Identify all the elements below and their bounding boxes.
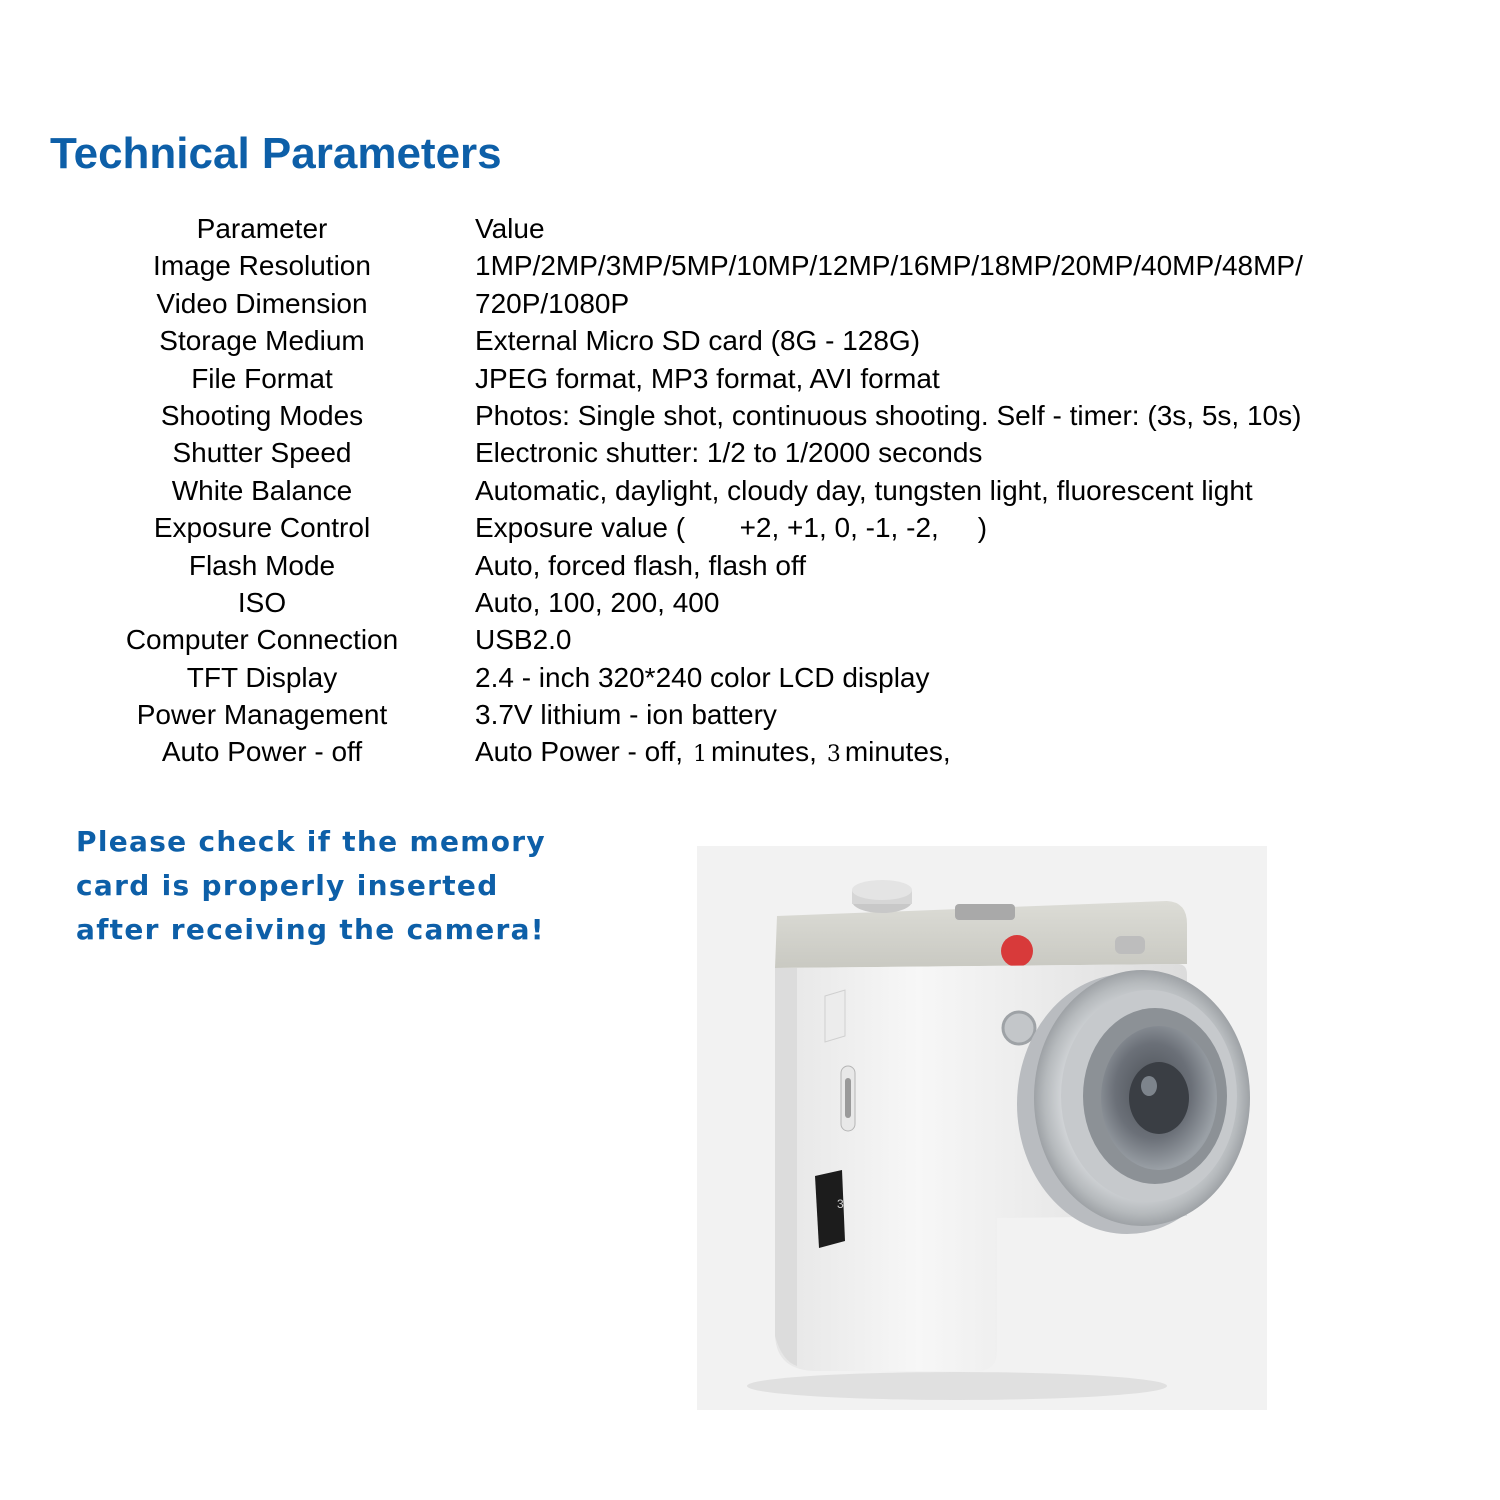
table-row (0, 621, 1500, 658)
value-cell: Automatic, daylight, cloudy day, tungsten light, fluorescent light (475, 474, 1253, 506)
table-row (0, 696, 1500, 733)
table-row (0, 285, 1500, 322)
param-cell: Exposure Control (153, 512, 371, 544)
value-cell: Auto, 100, 200, 400 (475, 586, 720, 618)
table-row (0, 509, 1500, 546)
table-rows (0, 247, 1500, 733)
column-header-value: Value (475, 213, 545, 244)
param-cell: Flash Mode (188, 549, 336, 581)
memory-card-label: 3 (837, 1197, 844, 1211)
param-cell: Computer Connection (125, 624, 399, 656)
table-row (0, 659, 1500, 696)
table-row (0, 434, 1500, 471)
value-cell: 1MP/2MP/3MP/5MP/10MP/12MP/16MP/18MP/20MP/40MP/48MP/ (475, 250, 1303, 282)
table-header-row (0, 210, 1500, 247)
param-cell: Power Management (136, 699, 388, 731)
value-cell: Exposure value ( +2, +1, 0, -1, -2, ) (475, 512, 988, 544)
spec-table (0, 210, 1500, 771)
param-cell: Video Dimension (156, 287, 368, 319)
notice-line-2: card is properly inserted (76, 869, 499, 902)
param-cell: Auto Power - off (161, 736, 363, 768)
param-cell: White Balance (171, 474, 353, 506)
auto-power-prefix: Auto Power - off, (475, 736, 684, 768)
auto-power-unit-1: minutes, (711, 736, 817, 768)
value-cell: JPEG format, MP3 format, AVI format (475, 362, 940, 394)
table-row (0, 584, 1500, 621)
value-cell: External Micro SD card (8G - 128G) (475, 325, 921, 357)
column-header-parameter: Parameter (196, 213, 328, 244)
memory-card-notice (76, 820, 596, 952)
param-cell: TFT Display (186, 661, 338, 693)
auto-power-unit-2: minutes, (844, 736, 951, 768)
table-row (0, 472, 1500, 509)
value-cell: Photos: Single shot, continuous shooting. Self - timer: (3s, 5s, 10s) (475, 399, 1302, 431)
param-cell: Storage Medium (159, 325, 365, 357)
param-cell: File Format (191, 362, 333, 394)
table-row (0, 397, 1500, 434)
camera-photo (697, 846, 1267, 1410)
param-cell: ISO (237, 586, 287, 618)
value-cell: Auto, forced flash, flash off (475, 549, 807, 581)
table-row-auto-power-off (0, 733, 1500, 770)
table-row (0, 547, 1500, 584)
table-row (0, 247, 1500, 284)
param-cell: Image Resolution (153, 250, 371, 282)
value-cell: Electronic shutter: 1/2 to 1/2000 seconds (475, 437, 983, 469)
param-cell: Shutter Speed (172, 437, 352, 469)
table-row (0, 322, 1500, 359)
auto-power-num-1: 1 (693, 742, 708, 768)
value-cell: 3.7V lithium - ion battery (475, 699, 777, 731)
table-row (0, 360, 1500, 397)
page-title: Technical Parameters (50, 129, 502, 178)
value-cell: 720P/1080P (475, 287, 630, 319)
param-cell: Shooting Modes (160, 399, 364, 431)
notice-line-1: Please check if the memory (76, 825, 546, 858)
value-cell: 2.4 - inch 320*240 color LCD display (475, 661, 930, 693)
value-cell: USB2.0 (475, 624, 572, 656)
auto-power-num-2: 3 (826, 742, 841, 768)
notice-line-3: after receiving the camera! (76, 913, 545, 946)
value-cell (475, 733, 1475, 773)
